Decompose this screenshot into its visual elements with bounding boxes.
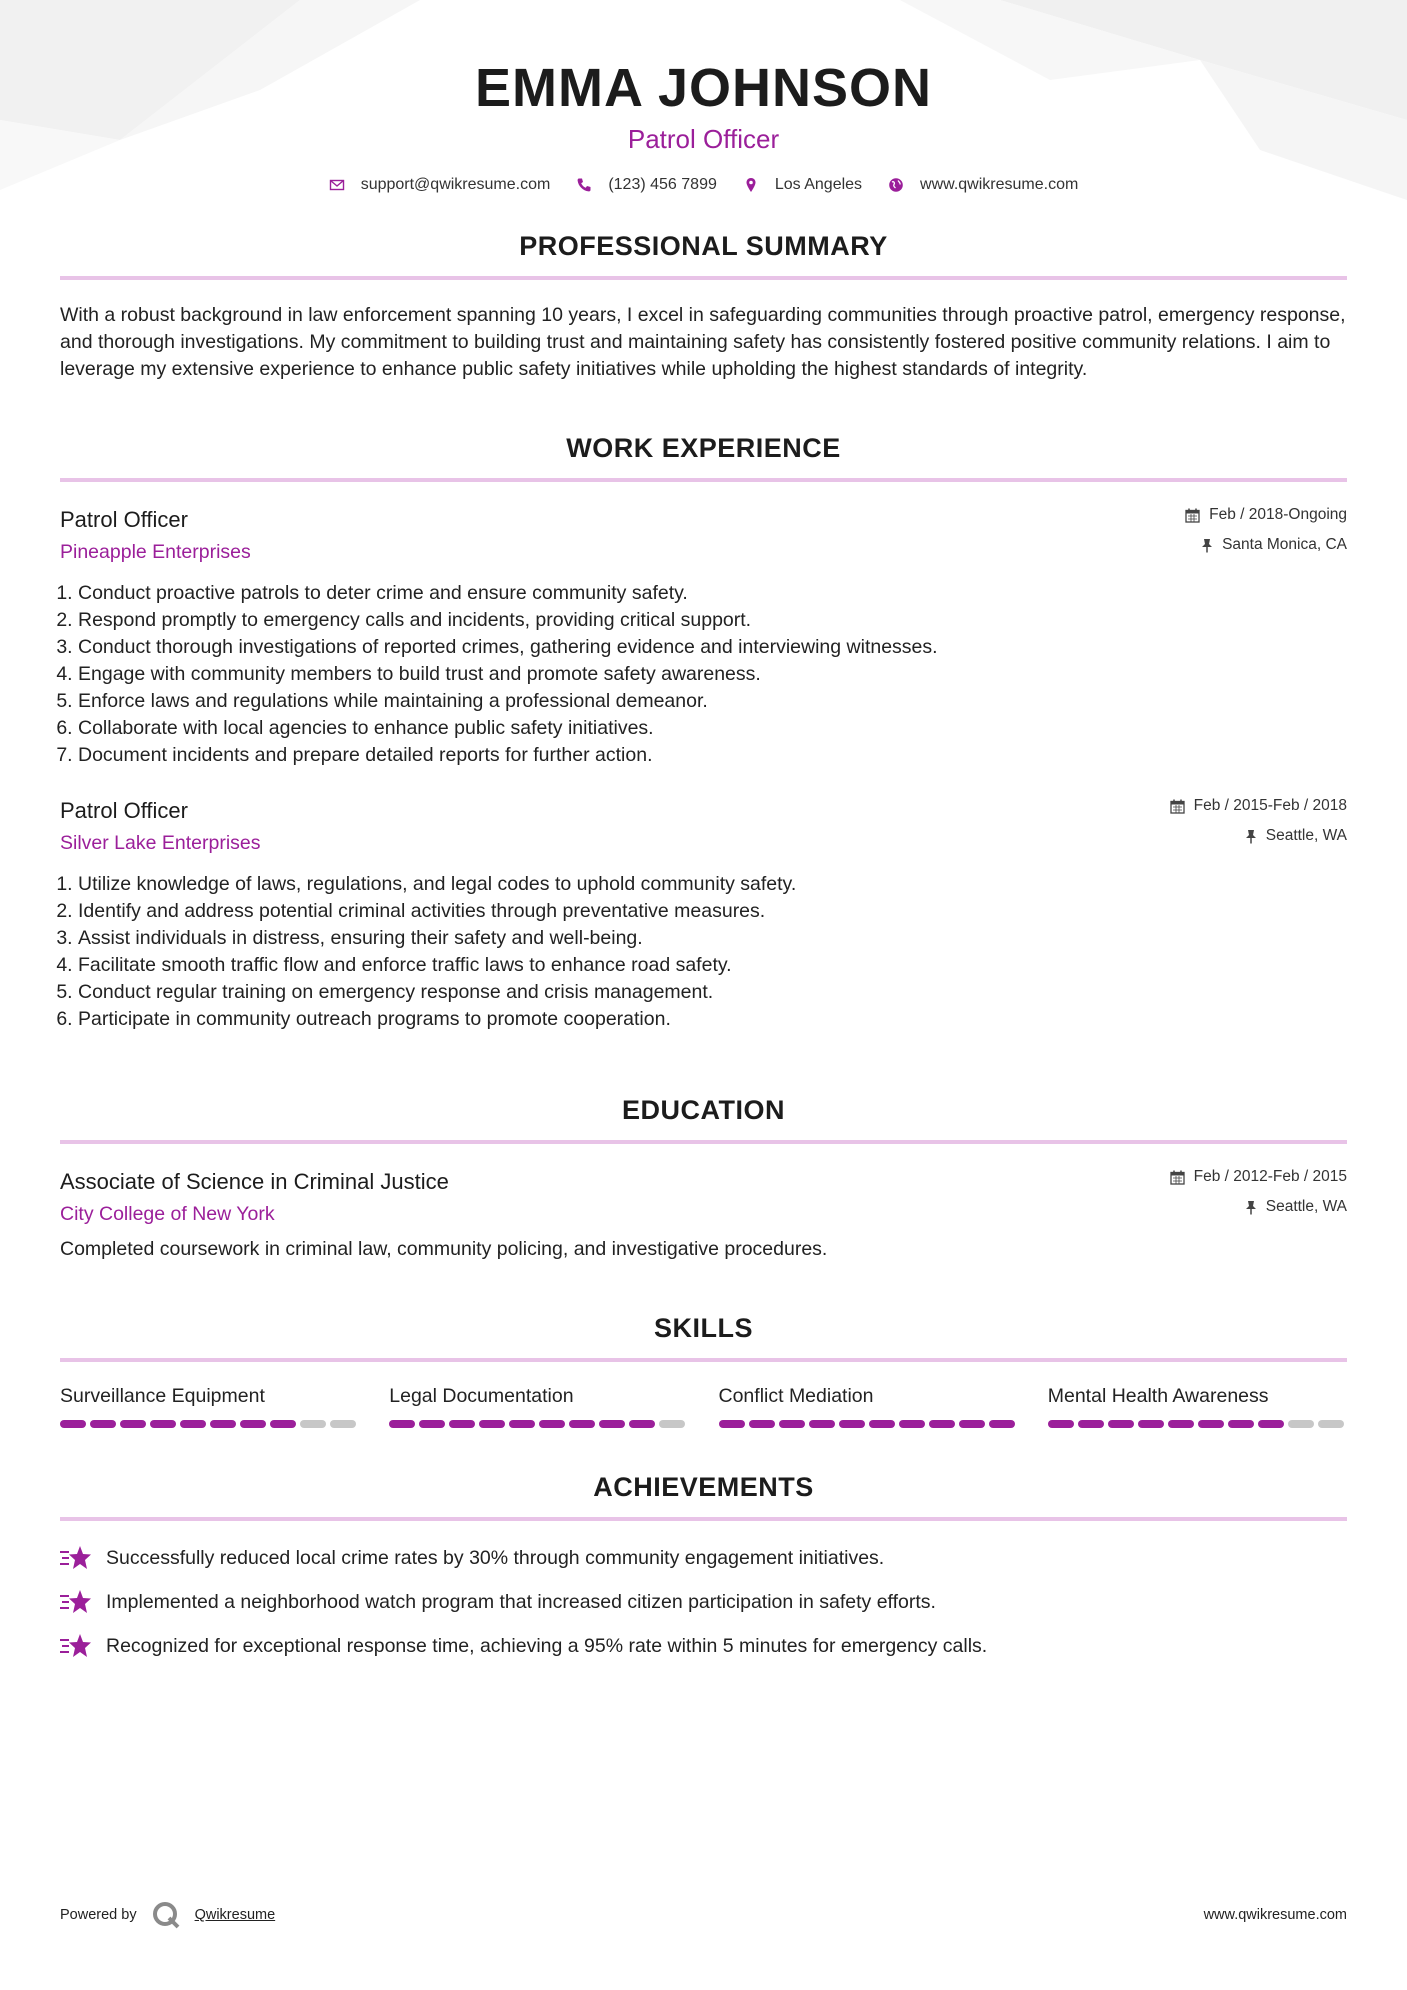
education-location-text: Seattle, WA	[1265, 1198, 1347, 1215]
map-pin-icon	[743, 177, 759, 193]
star-icon	[60, 1589, 92, 1615]
skill-segment-filled	[929, 1420, 955, 1428]
contact-website-text: www.qwikresume.com	[920, 176, 1079, 193]
skill-segment-filled	[809, 1420, 835, 1428]
job-responsibilities	[60, 871, 1347, 1033]
candidate-name: EMMA JOHNSON	[474, 58, 933, 118]
skill-segment-filled	[1258, 1420, 1284, 1428]
education-section	[60, 1095, 1347, 1263]
education-location	[1170, 1198, 1347, 1216]
section-divider	[60, 1140, 1347, 1144]
education-description: Completed coursework in criminal law, community policing, and investigative procedures.	[60, 1238, 828, 1260]
calendar-icon	[1170, 1170, 1185, 1185]
skill-item	[389, 1384, 688, 1428]
job-dates-text: Feb / 2015-Feb / 2018	[1193, 797, 1347, 814]
skill-segment-filled	[419, 1420, 445, 1428]
skill-segment-filled	[839, 1420, 865, 1428]
job-location-text: Seattle, WA	[1265, 827, 1347, 844]
envelope-icon	[329, 177, 345, 193]
section-title-skills: SKILLS	[653, 1313, 753, 1343]
contact-email[interactable]	[329, 176, 551, 194]
list-item: 6. Collaborate with local agencies to enhance public safety initiatives.	[78, 715, 1347, 742]
skill-segment-empty	[300, 1420, 326, 1428]
achievements-section	[60, 1472, 1347, 1659]
summary-section	[60, 231, 1347, 383]
job-location	[1185, 536, 1347, 554]
achievement-item	[60, 1545, 1347, 1571]
skill-segment-filled	[509, 1420, 535, 1428]
skill-segment-filled	[449, 1420, 475, 1428]
skill-segment-filled	[270, 1420, 296, 1428]
skill-segment-empty	[1288, 1420, 1314, 1428]
contact-email-text: support@qwikresume.com	[360, 176, 551, 193]
pushpin-icon	[1245, 829, 1257, 844]
job-entry	[60, 506, 1347, 769]
achievement-item	[60, 1589, 1347, 1615]
section-title-education: EDUCATION	[622, 1095, 785, 1125]
brand-link[interactable]: Qwikresume	[194, 1907, 276, 1923]
contact-location	[743, 176, 862, 194]
skill-item	[1048, 1384, 1347, 1428]
contact-website[interactable]	[888, 176, 1078, 194]
job-title: Patrol Officer	[60, 798, 188, 823]
skill-name: Conflict Mediation	[718, 1385, 874, 1407]
page-footer	[60, 1900, 1347, 1930]
pushpin-icon	[1245, 1200, 1257, 1215]
list-item: 6. Participate in community outreach programs to promote cooperation.	[78, 1006, 1347, 1033]
contact-bar	[60, 176, 1347, 194]
skill-segment-filled	[539, 1420, 565, 1428]
skill-segment-filled	[240, 1420, 266, 1428]
skill-segment-filled	[719, 1420, 745, 1428]
section-divider	[60, 1358, 1347, 1362]
education-entry	[60, 1168, 1347, 1263]
calendar-icon	[1170, 799, 1185, 814]
skill-segment-filled	[1228, 1420, 1254, 1428]
skill-segment-filled	[1078, 1420, 1104, 1428]
list-item: 2. Respond promptly to emergency calls and incidents, providing critical support.	[78, 607, 1347, 634]
skill-level-bar	[389, 1420, 688, 1428]
star-icon	[60, 1545, 92, 1571]
skill-segment-filled	[629, 1420, 655, 1428]
skill-segment-filled	[150, 1420, 176, 1428]
skill-segment-filled	[479, 1420, 505, 1428]
job-responsibilities	[60, 580, 1347, 769]
skill-segment-filled	[120, 1420, 146, 1428]
section-title-achievements: ACHIEVEMENTS	[593, 1472, 814, 1502]
skill-segment-filled	[989, 1420, 1015, 1428]
pushpin-icon	[1201, 538, 1213, 553]
education-dates-text: Feb / 2012-Feb / 2015	[1193, 1168, 1347, 1185]
job-title: Patrol Officer	[60, 507, 188, 532]
powered-by-label: Powered by	[60, 1907, 137, 1923]
list-item: 3. Conduct thorough investigations of reported crimes, gathering evidence and interviewing witnesses.	[78, 634, 1347, 661]
skills-section	[60, 1313, 1347, 1428]
skill-name: Legal Documentation	[389, 1385, 574, 1407]
skill-name: Surveillance Equipment	[60, 1385, 265, 1407]
globe-icon	[888, 177, 904, 193]
skill-segment-filled	[749, 1420, 775, 1428]
achievement-text: Recognized for exceptional response time, achieving a 95% rate within 5 minutes for emergency calls.	[106, 1635, 988, 1657]
resume-header	[60, 0, 1347, 194]
skill-name: Mental Health Awareness	[1047, 1385, 1269, 1407]
skill-item	[719, 1384, 1018, 1428]
list-item: 5. Enforce laws and regulations while maintaining a professional demeanor.	[78, 688, 1347, 715]
skill-level-bar	[1048, 1420, 1347, 1428]
skill-segment-filled	[210, 1420, 236, 1428]
skill-segment-filled	[779, 1420, 805, 1428]
achievement-text: Implemented a neighborhood watch program that increased citizen participation in safety efforts.	[106, 1591, 936, 1613]
job-dates	[1185, 506, 1347, 524]
list-item: 5. Conduct regular training on emergency response and crisis management.	[78, 979, 1347, 1006]
education-dates	[1170, 1168, 1347, 1186]
job-dates-text: Feb / 2018-Ongoing	[1209, 506, 1347, 523]
job-location-text: Santa Monica, CA	[1222, 536, 1347, 553]
education-meta	[1170, 1168, 1347, 1216]
list-item: 4. Engage with community members to build trust and promote safety awareness.	[78, 661, 1347, 688]
section-title-summary: PROFESSIONAL SUMMARY	[519, 231, 888, 261]
job-dates	[1170, 797, 1347, 815]
skill-segment-empty	[1318, 1420, 1344, 1428]
section-title-experience: WORK EXPERIENCE	[566, 433, 841, 463]
job-entry	[60, 797, 1347, 1033]
skill-segment-filled	[869, 1420, 895, 1428]
skills-grid	[60, 1384, 1347, 1428]
section-divider	[60, 478, 1347, 482]
skill-segment-filled	[569, 1420, 595, 1428]
job-location	[1170, 827, 1347, 845]
list-item: 2. Identify and address potential criminal activities through preventative measures.	[78, 898, 1347, 925]
powered-by	[60, 1900, 275, 1930]
skill-segment-filled	[1048, 1420, 1074, 1428]
section-divider	[60, 276, 1347, 280]
qwikresume-logo-icon	[151, 1900, 181, 1930]
skill-level-bar	[60, 1420, 359, 1428]
skill-segment-filled	[1168, 1420, 1194, 1428]
skill-segment-filled	[1138, 1420, 1164, 1428]
job-company: Pineapple Enterprises	[60, 541, 251, 563]
skill-level-bar	[719, 1420, 1018, 1428]
calendar-icon	[1185, 508, 1200, 523]
skill-segment-empty	[659, 1420, 685, 1428]
skill-segment-filled	[599, 1420, 625, 1428]
skill-segment-filled	[899, 1420, 925, 1428]
skill-segment-filled	[389, 1420, 415, 1428]
skill-segment-filled	[1108, 1420, 1134, 1428]
skill-segment-empty	[330, 1420, 356, 1428]
list-item: 1. Conduct proactive patrols to deter crime and ensure community safety.	[78, 580, 1347, 607]
job-company: Silver Lake Enterprises	[60, 832, 261, 854]
list-item: 4. Facilitate smooth traffic flow and enforce traffic laws to enhance road safety.	[78, 952, 1347, 979]
achievement-text: Successfully reduced local crime rates by 30% through community engagement initiatives.	[106, 1547, 885, 1569]
summary-text: With a robust background in law enforcement spanning 10 years, I excel in safeguarding communities through proactive patrol, emergency response, and thorough investigations. My commitment to building trust and maintaining safety has consistently fostered positive community relations. I aim to leverage my extensive experience to enhance public safety initiatives while upholding the highest standards of integrity.	[60, 304, 1346, 380]
job-meta	[1170, 797, 1347, 845]
list-item: 3. Assist individuals in distress, ensuring their safety and well-being.	[78, 925, 1347, 952]
experience-section	[60, 433, 1347, 1033]
phone-icon	[576, 177, 592, 193]
skill-segment-filled	[60, 1420, 86, 1428]
list-item: 7. Document incidents and prepare detailed reports for further action.	[78, 742, 1347, 769]
star-icon	[60, 1633, 92, 1659]
contact-phone-text: (123) 456 7899	[608, 176, 717, 193]
school-name: City College of New York	[60, 1203, 275, 1225]
skill-segment-filled	[1198, 1420, 1224, 1428]
skill-item	[60, 1384, 359, 1428]
footer-website-link[interactable]: www.qwikresume.com	[1203, 1907, 1347, 1923]
contact-phone[interactable]	[576, 176, 717, 194]
skill-segment-filled	[90, 1420, 116, 1428]
section-divider	[60, 1517, 1347, 1521]
job-meta	[1185, 506, 1347, 554]
skill-segment-filled	[959, 1420, 985, 1428]
degree-title: Associate of Science in Criminal Justice	[60, 1169, 449, 1194]
achievements-list	[60, 1545, 1347, 1659]
achievement-item	[60, 1633, 1347, 1659]
skill-segment-filled	[180, 1420, 206, 1428]
list-item: 1. Utilize knowledge of laws, regulations, and legal codes to uphold community safety.	[78, 871, 1347, 898]
candidate-role: Patrol Officer	[627, 124, 780, 154]
contact-location-text: Los Angeles	[774, 176, 863, 193]
